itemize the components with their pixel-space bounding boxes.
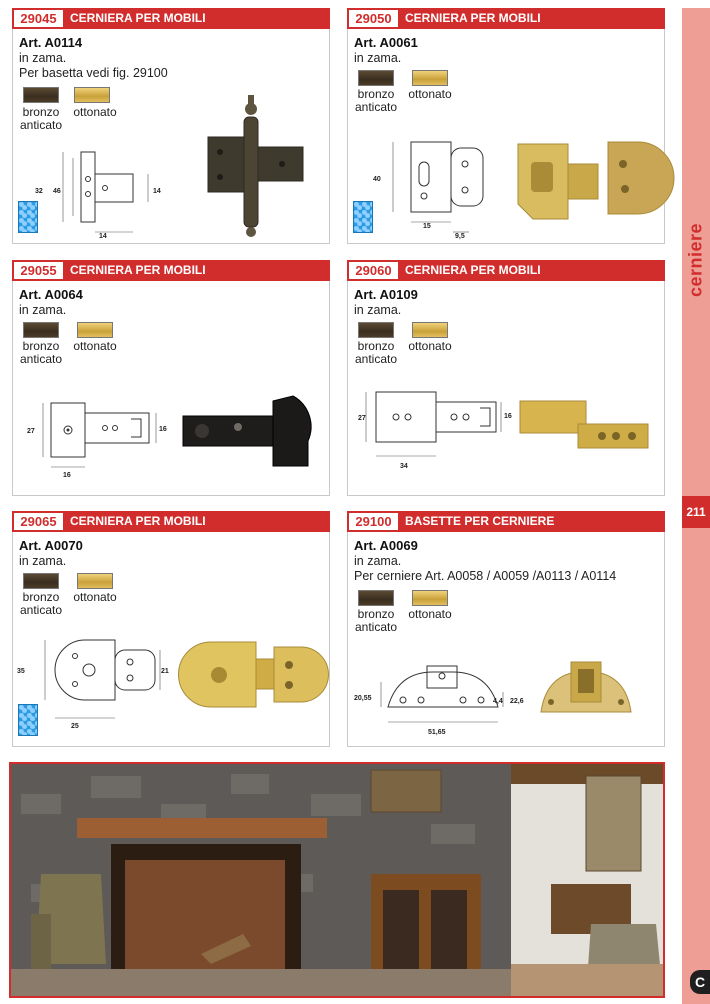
brass-swatch bbox=[412, 322, 448, 338]
brass-label: ottonato bbox=[408, 607, 452, 621]
article-number: Art. A0114 bbox=[19, 35, 83, 50]
product-card-29045 bbox=[12, 8, 330, 244]
bronze-label: bronzo anticato bbox=[19, 105, 63, 132]
dim-height-27: 27 bbox=[358, 415, 366, 422]
dim-height-35: 35 bbox=[17, 668, 25, 675]
bronze-swatch bbox=[23, 573, 59, 589]
technical-drawing bbox=[15, 632, 175, 732]
material-text: in zama. bbox=[354, 554, 402, 568]
bronze-label: bronzo anticato bbox=[354, 87, 398, 114]
brass-swatch bbox=[77, 322, 113, 338]
technical-drawing bbox=[21, 397, 171, 487]
note-text: Per cerniere Art. A0058 / A0059 /A0113 / A0114 bbox=[354, 569, 617, 583]
dim-height-20-55: 20,55 bbox=[354, 695, 372, 702]
article-number: Art. A0109 bbox=[354, 287, 418, 302]
brass-label: ottonato bbox=[73, 590, 117, 604]
dim-depth-21: 21 bbox=[161, 668, 169, 675]
living-room-illustration bbox=[11, 764, 663, 996]
bronze-swatch bbox=[23, 322, 59, 338]
product-code: 29060 bbox=[349, 262, 398, 279]
bronze-swatch bbox=[358, 322, 394, 338]
dim-height-46: 46 bbox=[53, 188, 61, 195]
brass-swatch bbox=[412, 70, 448, 86]
card-title: CERNIERA PER MOBILI bbox=[405, 11, 541, 25]
hinge-photo bbox=[518, 396, 663, 466]
card-header bbox=[12, 511, 330, 532]
dim-width-14: 14 bbox=[99, 233, 107, 240]
hinge-photo bbox=[513, 134, 663, 234]
dim-height-40: 40 bbox=[373, 176, 381, 183]
material-text: in zama. bbox=[19, 554, 67, 568]
product-card-29065 bbox=[12, 511, 330, 747]
material-text: in zama. bbox=[19, 303, 67, 317]
card-title: CERNIERA PER MOBILI bbox=[70, 263, 206, 277]
dim-depth-4-4: 4,4 bbox=[493, 698, 503, 705]
bronze-label: bronzo anticato bbox=[19, 339, 63, 366]
product-code: 29055 bbox=[14, 262, 63, 279]
technical-drawing bbox=[353, 662, 533, 742]
hinge-photo bbox=[198, 87, 328, 247]
article-number: Art. A0061 bbox=[354, 35, 418, 50]
base-photo bbox=[536, 657, 636, 732]
card-title: CERNIERA PER MOBILI bbox=[70, 514, 206, 528]
brass-label: ottonato bbox=[408, 339, 452, 353]
product-code: 29065 bbox=[14, 513, 63, 530]
product-card-29100 bbox=[347, 511, 665, 747]
card-title: CERNIERA PER MOBILI bbox=[70, 11, 206, 25]
material-text: in zama. bbox=[354, 51, 402, 65]
dim-width-16: 16 bbox=[63, 472, 71, 479]
brass-swatch bbox=[77, 573, 113, 589]
dim-offset-9-5: 9,5 bbox=[455, 233, 465, 240]
dim-width-15: 15 bbox=[423, 223, 431, 230]
bronze-swatch bbox=[23, 87, 59, 103]
material-text: in zama. bbox=[19, 51, 67, 65]
card-header bbox=[347, 8, 665, 29]
card-title: BASETTE PER CERNIERE bbox=[405, 514, 555, 528]
dim-height-27: 27 bbox=[27, 428, 35, 435]
bronze-label: bronzo anticato bbox=[19, 590, 63, 617]
card-header bbox=[347, 511, 665, 532]
technical-drawing bbox=[356, 386, 516, 476]
brass-swatch bbox=[74, 87, 110, 103]
dim-depth-16: 16 bbox=[159, 426, 167, 433]
product-code: 29050 bbox=[349, 10, 398, 27]
hinge-photo bbox=[178, 391, 328, 481]
hinge-photo bbox=[181, 637, 329, 712]
product-code: 29100 bbox=[349, 513, 398, 530]
interior-photo bbox=[9, 762, 665, 998]
brass-label: ottonato bbox=[408, 87, 452, 101]
bronze-label: bronzo anticato bbox=[354, 339, 398, 366]
section-label: cerniere bbox=[685, 222, 706, 298]
bronze-label: bronzo anticato bbox=[354, 607, 398, 634]
brass-label: ottonato bbox=[73, 105, 117, 119]
brass-swatch bbox=[412, 590, 448, 606]
dim-width-25: 25 bbox=[71, 723, 79, 730]
dim-height-32: 32 bbox=[35, 188, 43, 195]
dim-depth-22-6: 22,6 bbox=[510, 698, 524, 705]
product-code: 29045 bbox=[14, 10, 63, 27]
technical-drawing bbox=[33, 144, 173, 239]
product-card-29050 bbox=[347, 8, 665, 244]
article-number: Art. A0064 bbox=[19, 287, 83, 302]
card-header bbox=[12, 8, 330, 29]
card-header bbox=[347, 260, 665, 281]
brand-logo: C bbox=[690, 970, 710, 994]
note-text: Per basetta vedi fig. 29100 bbox=[19, 66, 168, 80]
brass-label: ottonato bbox=[73, 339, 117, 353]
material-text: in zama. bbox=[354, 303, 402, 317]
blister-pack-icon bbox=[353, 201, 373, 233]
dim-width-51-65: 51,65 bbox=[428, 729, 446, 736]
card-title: CERNIERA PER MOBILI bbox=[405, 263, 541, 277]
technical-drawing bbox=[373, 134, 503, 239]
section-tab bbox=[682, 8, 710, 1004]
dim-width-34: 34 bbox=[400, 463, 408, 470]
dim-depth-14: 14 bbox=[153, 188, 161, 195]
card-header bbox=[12, 260, 330, 281]
dim-depth-16: 16 bbox=[504, 413, 512, 420]
page-number: 211 bbox=[682, 496, 710, 528]
product-card-29055 bbox=[12, 260, 330, 496]
product-card-29060 bbox=[347, 260, 665, 496]
bronze-swatch bbox=[358, 590, 394, 606]
bronze-swatch bbox=[358, 70, 394, 86]
article-number: Art. A0070 bbox=[19, 538, 83, 553]
article-number: Art. A0069 bbox=[354, 538, 418, 553]
